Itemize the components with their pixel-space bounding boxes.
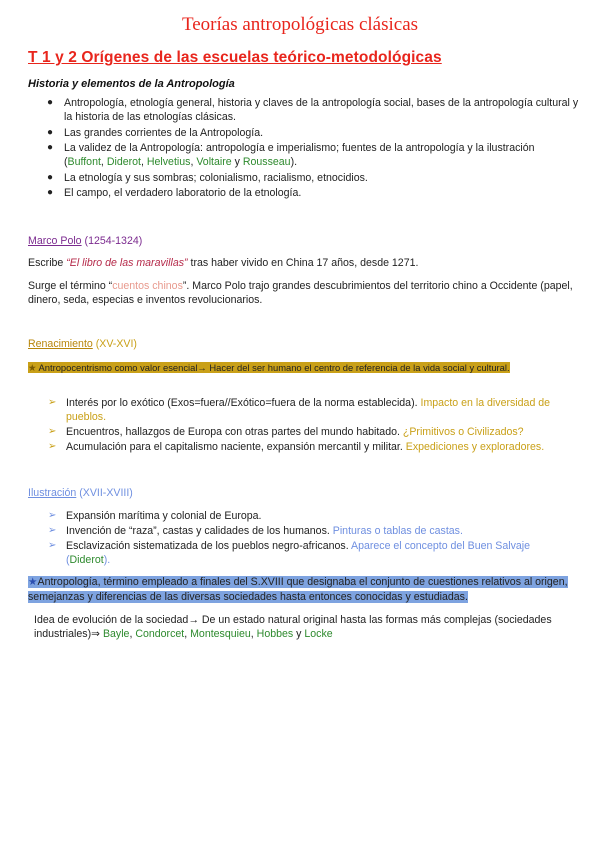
author-name: Diderot: [106, 156, 141, 168]
author-name: Rousseau: [242, 156, 291, 168]
list-item: ● La etnología y sus sombras; colonialismo, racialismo, etnocidios.: [47, 171, 368, 184]
thinker-name: Hobbes: [256, 628, 294, 640]
author-name: Helvetius: [146, 156, 191, 168]
star-icon: ★: [28, 576, 38, 588]
section-heading: T 1 y 2 Orígenes de las escuelas teórico-metodológicas: [28, 49, 442, 66]
evolution-paragraph: Idea de evolución de la sociedad→ De un estado natural original hasta las formas más complejas (sociedades industriales)⇒ Bayle, Condorcet, Montesquieu, Hobbes y Locke: [34, 614, 552, 640]
author-name: Voltaire: [196, 156, 232, 168]
thinker-name: Condorcet: [135, 628, 185, 640]
subheading: Historia y elementos de la Antropología: [28, 78, 235, 90]
ilustracion-list: [48, 509, 576, 568]
list-item: ➢ Interés por lo exótico (Exos=fuera//Exótico=fuera de la norma establecida). Impacto en la diversidad de pueblos.: [48, 397, 551, 423]
author-name: Diderot: [69, 554, 104, 566]
bullet-icon: ●: [47, 187, 54, 198]
list-item: ● Las grandes corrientes de la Antropología.: [47, 126, 264, 139]
list-item: ➢ Encuentros, hallazgos de Europa con otras partes del mundo habitado. ¿Primitivos o Civilizados?: [48, 426, 524, 438]
marco-polo-paragraph-1: Escribe “El libro de las maravillas” tras haber vivido en China 17 años, desde 1271.: [28, 257, 419, 269]
author-name: Buffont: [67, 156, 101, 168]
arrow-icon: ➢: [48, 426, 57, 437]
renacimiento-dates: (XV-XVI): [95, 338, 137, 350]
arrow-icon: ➢: [48, 441, 57, 452]
marco-polo-heading: [28, 234, 142, 248]
arrow-icon: ➢: [48, 510, 57, 521]
thinker-name: Montesquieu: [190, 628, 251, 640]
list-item: ● Antropología, etnología general, historia y claves de la antropología social, bases de la antropología cultural y la historia de las etnologías clásicas.: [47, 97, 579, 123]
bullet-icon: ●: [47, 97, 54, 108]
topic-list: [44, 96, 584, 202]
arrow-icon: ➢: [48, 540, 57, 551]
thinker-name: Bayle: [102, 628, 130, 640]
ilustracion-heading: [28, 486, 133, 500]
renacimiento-link[interactable]: Renacimiento: [28, 338, 93, 350]
marco-polo-paragraph-2: Surge el término “cuentos chinos”. Marco Polo trajo grandes descubrimientos del territorio chino a Occidente (papel, dinero, seda, especias e inventos revolucionarios.: [28, 280, 573, 306]
renacimiento-highlight: ★ Antropocentrismo como valor esencial→ Hacer del ser humano el centro de referencia de la vida social y cultural.: [28, 362, 510, 373]
list-item: ➢ Invención de “raza”, castas y calidades de los humanos. Pinturas o tablas de castas.: [48, 525, 463, 537]
star-icon: ★: [28, 362, 37, 373]
list-item: ● La validez de la Antropología: antropología e imperialismo; fuentes de la antropología y la ilustración (Buffont, Diderot, Helvetius, Voltaire y Rousseau).: [47, 142, 535, 168]
marco-polo-link[interactable]: Marco Polo: [28, 235, 82, 247]
renacimiento-list: [48, 396, 576, 455]
ilustracion-highlight: ★Antropología, término empleado a finales del S.XVIII que designaba el conjunto de cuestiones relativos al origen, semejanzas y diferencias de las diversas sociedades hasta entonces conocidas y estudiadas.: [28, 576, 568, 603]
thinker-name: Locke: [304, 628, 333, 640]
arrow-icon: ➢: [48, 397, 57, 408]
ilustracion-link[interactable]: Ilustración: [28, 487, 77, 499]
marco-polo-dates: (1254-1324): [84, 235, 143, 247]
book-title: “El libro de las maravillas”: [66, 257, 188, 269]
arrow-icon: ➢: [48, 525, 57, 536]
renacimiento-heading: [28, 337, 137, 351]
ilustracion-dates: (XVII-XVIII): [79, 487, 133, 499]
list-item: ➢ Esclavización sistematizada de los pueblos negro-africanos. Aparece el concepto del Buen Salvaje (Diderot).: [48, 540, 531, 566]
list-item: ● El campo, el verdadero laboratorio de la etnología.: [47, 187, 302, 199]
list-item: ➢ Expansión marítima y colonial de Europa.: [48, 510, 262, 522]
bullet-icon: ●: [47, 171, 54, 183]
bullet-icon: ●: [47, 126, 54, 138]
bullet-icon: ●: [47, 142, 54, 153]
list-item: ➢ Acumulación para el capitalismo naciente, expansión mercantil y militar. Expediciones y exploradores.: [48, 441, 545, 453]
term: cuentos chinos: [112, 280, 183, 292]
document-title: Teorías antropológicas clásicas: [181, 14, 419, 35]
